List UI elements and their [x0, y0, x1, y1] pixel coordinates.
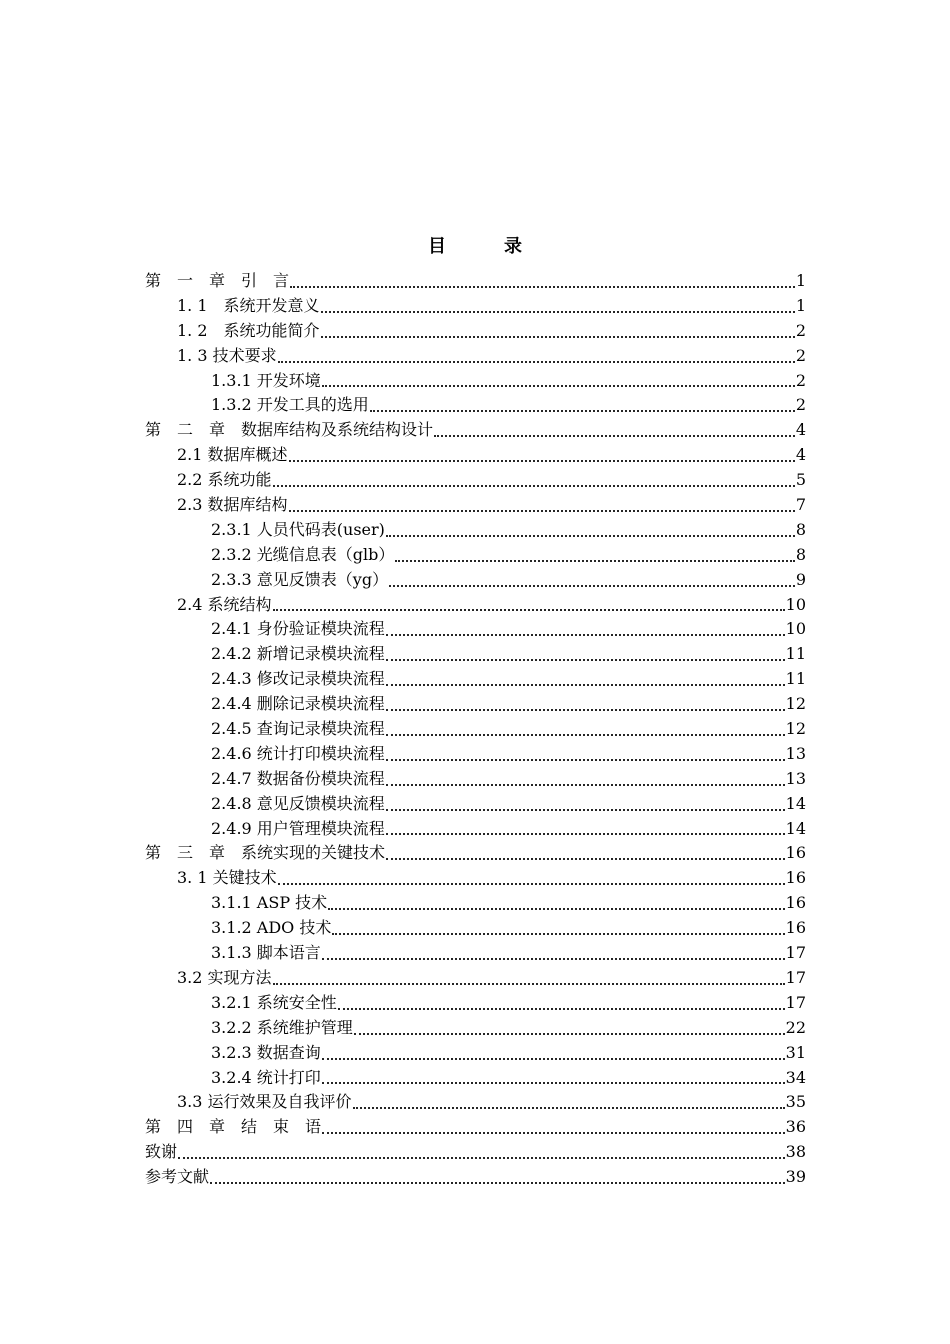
toc-dot-leader — [290, 270, 795, 288]
toc-entry[interactable] — [145, 667, 806, 692]
toc-entry-label: 2.4.4 删除记录模块流程 — [211, 694, 385, 714]
toc-dot-leader — [210, 1166, 785, 1184]
toc-dot-leader — [386, 643, 785, 661]
toc-page-number: 39 — [785, 1167, 806, 1187]
toc-page-number: 8 — [795, 519, 806, 539]
toc-dot-leader — [370, 394, 795, 412]
toc-entry[interactable] — [145, 1016, 806, 1041]
toc-dot-leader — [395, 544, 794, 562]
toc-entry[interactable] — [145, 717, 806, 742]
toc-page-number: 16 — [785, 893, 806, 913]
toc-entry-label: 3.1.2 ADO 技术 — [211, 918, 332, 938]
toc-entry[interactable] — [145, 991, 806, 1016]
toc-entry-label: 1. 3 技术要求 — [177, 345, 277, 365]
toc-dot-leader — [322, 369, 795, 387]
table-of-contents — [145, 269, 806, 1190]
toc-dot-leader — [322, 942, 785, 960]
toc-page-number: 1 — [795, 295, 806, 315]
toc-dot-leader — [389, 569, 795, 587]
toc-page-number: 5 — [795, 470, 806, 490]
toc-dot-leader — [322, 1066, 785, 1084]
toc-page-number: 14 — [785, 818, 806, 838]
toc-entry[interactable] — [145, 1140, 806, 1165]
toc-page-number: 11 — [785, 644, 806, 664]
toc-dot-leader — [328, 892, 784, 910]
toc-entry-label: 3.2.2 系统维护管理 — [211, 1017, 353, 1037]
toc-entry[interactable] — [145, 817, 806, 842]
toc-dot-leader — [386, 842, 785, 860]
toc-dot-leader — [434, 419, 795, 437]
toc-entry[interactable] — [145, 493, 806, 518]
toc-page-number: 12 — [785, 719, 806, 739]
toc-entry-label: 2.4 系统结构 — [177, 594, 272, 614]
toc-page-number: 31 — [785, 1042, 806, 1062]
toc-entry-label: 2.4.7 数据备份模块流程 — [211, 768, 385, 788]
toc-dot-leader — [321, 320, 795, 338]
toc-page-number: 17 — [785, 943, 806, 963]
toc-entry-label: 3.2.1 系统安全性 — [211, 992, 337, 1012]
toc-entry[interactable] — [145, 593, 806, 618]
toc-entry[interactable] — [145, 1090, 806, 1115]
toc-dot-leader — [289, 444, 795, 462]
toc-entry-label: 1. 1 系统开发意义 — [177, 295, 320, 315]
toc-title — [0, 232, 950, 258]
toc-entry-label: 2.4.8 意见反馈模块流程 — [211, 793, 385, 813]
toc-dot-leader — [386, 743, 785, 761]
toc-page-number: 22 — [785, 1017, 806, 1037]
toc-entry-label: 3. 1 关键技术 — [177, 868, 277, 888]
toc-entry[interactable] — [145, 1165, 806, 1190]
toc-page-number: 13 — [785, 743, 806, 763]
toc-entry-label: 参考文献 — [145, 1167, 210, 1187]
toc-entry[interactable] — [145, 568, 806, 593]
toc-entry[interactable] — [145, 1066, 806, 1091]
toc-entry-label: 2.3.3 意见反馈表（yg） — [211, 569, 389, 589]
toc-entry[interactable] — [145, 443, 806, 468]
toc-entry[interactable] — [145, 916, 806, 941]
toc-page-number: 7 — [795, 495, 806, 515]
toc-entry[interactable] — [145, 518, 806, 543]
toc-page-number: 9 — [795, 569, 806, 589]
toc-entry-label: 2.4.1 身份验证模块流程 — [211, 619, 385, 639]
toc-page-number: 12 — [785, 694, 806, 714]
toc-entry-label: 2.4.2 新增记录模块流程 — [211, 644, 385, 664]
toc-entry-label: 2.4.3 修改记录模块流程 — [211, 669, 385, 689]
toc-dot-leader — [322, 1042, 785, 1060]
toc-entry[interactable] — [145, 692, 806, 717]
toc-entry-label: 3.2 实现方法 — [177, 967, 272, 987]
toc-entry-label: 2.4.5 查询记录模块流程 — [211, 719, 385, 739]
toc-entry[interactable] — [145, 617, 806, 642]
toc-entry[interactable] — [145, 468, 806, 493]
toc-page-number: 11 — [785, 669, 806, 689]
toc-dot-leader — [386, 618, 785, 636]
toc-dot-leader — [386, 693, 785, 711]
toc-dot-leader — [273, 469, 795, 487]
toc-page-number: 36 — [785, 1117, 806, 1137]
toc-title-char-2: 录 — [504, 236, 522, 257]
toc-dot-leader — [386, 668, 785, 686]
toc-page-number: 4 — [795, 420, 806, 440]
toc-dot-leader — [332, 917, 784, 935]
toc-page-number: 8 — [795, 544, 806, 564]
toc-entry-label: 第 四 章 结 束 语 — [145, 1117, 322, 1137]
toc-dot-leader — [178, 1141, 785, 1159]
toc-page-number: 2 — [795, 395, 806, 415]
toc-entry[interactable] — [145, 393, 806, 418]
toc-entry-label: 2.4.6 统计打印模块流程 — [211, 743, 385, 763]
toc-entry-label: 1.3.1 开发环境 — [211, 370, 321, 390]
toc-page-number: 16 — [785, 868, 806, 888]
toc-entry[interactable] — [145, 941, 806, 966]
toc-entry[interactable] — [145, 742, 806, 767]
toc-entry[interactable] — [145, 1115, 806, 1140]
toc-entry-label: 2.3 数据库结构 — [177, 495, 288, 515]
toc-entry-label: 1.3.2 开发工具的选用 — [211, 395, 369, 415]
toc-page-number: 14 — [785, 793, 806, 813]
toc-entry[interactable] — [145, 1041, 806, 1066]
toc-entry-label: 第 三 章 系统实现的关键技术 — [145, 843, 386, 863]
toc-entry[interactable] — [145, 792, 806, 817]
toc-entry-label: 2.4.9 用户管理模块流程 — [211, 818, 385, 838]
toc-page-number: 1 — [795, 271, 806, 290]
toc-entry[interactable] — [145, 642, 806, 667]
toc-page-number: 34 — [785, 1067, 806, 1087]
toc-dot-leader — [273, 967, 785, 985]
toc-page-number: 16 — [785, 843, 806, 863]
toc-dot-leader — [386, 768, 785, 786]
toc-entry-label: 2.2 系统功能 — [177, 470, 272, 490]
toc-page-number: 10 — [785, 619, 806, 639]
toc-entry-label: 3.1.1 ASP 技术 — [211, 893, 328, 913]
toc-dot-leader — [386, 817, 785, 835]
toc-page-number: 2 — [795, 370, 806, 390]
toc-dot-leader — [321, 295, 795, 313]
toc-page-number: 10 — [785, 594, 806, 614]
toc-entry[interactable] — [145, 841, 806, 866]
toc-page-number: 38 — [785, 1142, 806, 1162]
toc-entry[interactable] — [145, 543, 806, 568]
toc-page-number: 13 — [785, 768, 806, 788]
toc-dot-leader — [289, 494, 795, 512]
toc-entry-label: 3.3 运行效果及自我评价 — [177, 1092, 352, 1112]
toc-entry-label: 致谢 — [145, 1142, 178, 1162]
toc-dot-leader — [386, 718, 785, 736]
toc-entry[interactable] — [145, 369, 806, 394]
toc-entry-label: 2.3.2 光缆信息表（glb） — [211, 544, 395, 564]
toc-page-number: 17 — [785, 992, 806, 1012]
toc-title-char-1: 目 — [428, 236, 446, 257]
toc-entry-label: 3.1.3 脚本语言 — [211, 943, 321, 963]
toc-dot-leader — [354, 1017, 785, 1035]
toc-entry-label: 1. 2 系统功能简介 — [177, 320, 320, 340]
toc-entry[interactable] — [145, 344, 806, 369]
toc-entry[interactable] — [145, 319, 806, 344]
toc-entry[interactable] — [145, 767, 806, 792]
toc-page-number: 17 — [785, 967, 806, 987]
toc-entry-label: 2.1 数据库概述 — [177, 445, 288, 465]
toc-dot-leader — [273, 593, 785, 611]
toc-entry-label: 3.2.3 数据查询 — [211, 1042, 321, 1062]
toc-entry-label: 第 二 章 数据库结构及系统结构设计 — [145, 420, 434, 440]
toc-entry[interactable] — [145, 891, 806, 916]
toc-entry[interactable] — [145, 866, 806, 891]
toc-dot-leader — [386, 519, 795, 537]
toc-entry[interactable] — [145, 418, 806, 443]
toc-page-number: 35 — [785, 1092, 806, 1112]
toc-page-number: 16 — [785, 918, 806, 938]
toc-entry-label: 3.2.4 统计打印 — [211, 1067, 321, 1087]
toc-entry[interactable] — [145, 269, 806, 294]
toc-dot-leader — [386, 793, 785, 811]
toc-dot-leader — [322, 1116, 785, 1134]
toc-entry[interactable] — [145, 966, 806, 991]
toc-dot-leader — [278, 867, 785, 885]
toc-page-number: 2 — [795, 345, 806, 365]
toc-dot-leader — [353, 1091, 785, 1109]
toc-page-number: 2 — [795, 320, 806, 340]
toc-page-number: 4 — [795, 445, 806, 465]
toc-dot-leader — [338, 992, 785, 1010]
toc-entry[interactable] — [145, 294, 806, 319]
toc-dot-leader — [278, 345, 795, 363]
toc-entry-label: 2.3.1 人员代码表(user) — [211, 519, 385, 539]
toc-entry-label: 第 一 章 引 言 — [145, 271, 290, 290]
